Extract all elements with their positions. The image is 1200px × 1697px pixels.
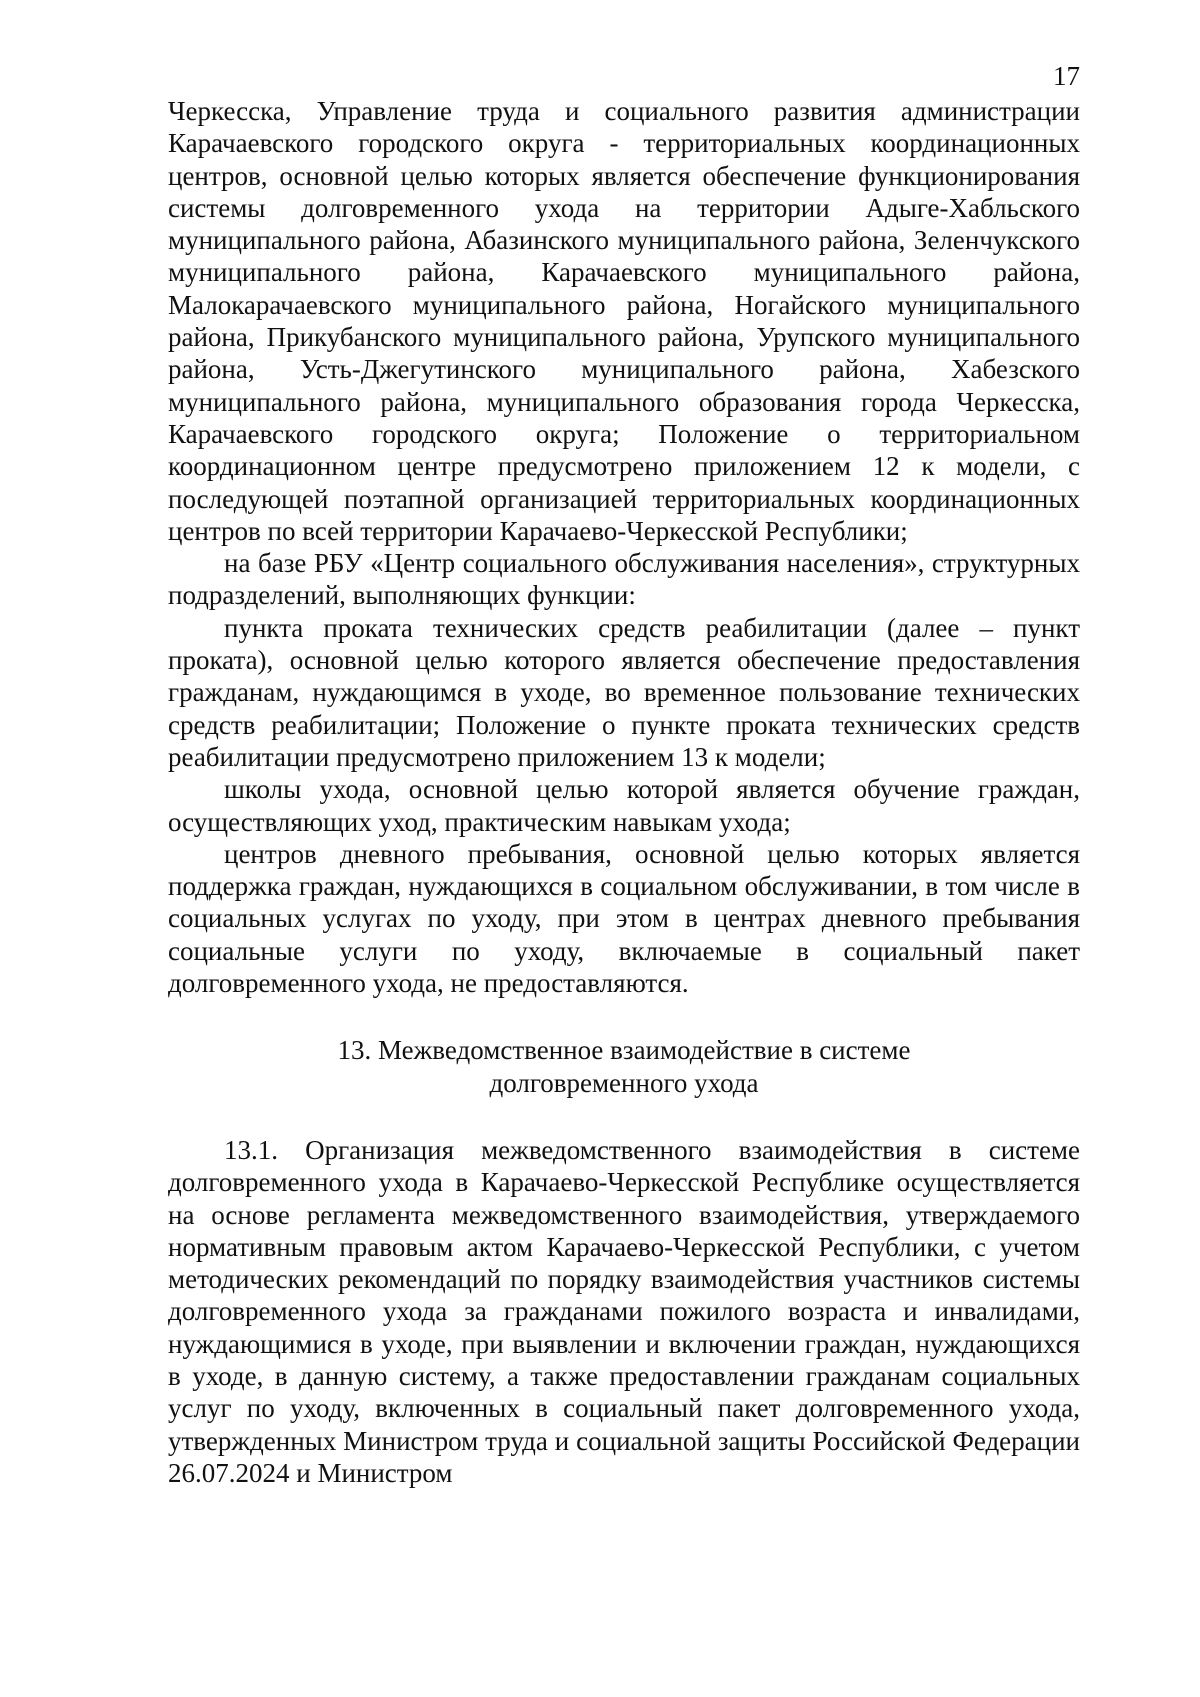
page-number: 17 [1053, 61, 1080, 91]
paragraph: на базе РБУ «Центр социального обслуживания населения», структурных подразделений, выполняющих функции: [168, 548, 1080, 611]
section-heading-line: долговременного ухода [489, 1067, 759, 1098]
paragraph: Черкесска, Управление труда и социального развития администрации Карачаевского городского округа - территориальных координационных центров, основной целью которых является обеспечение функционирования системы долговременного ухода на территории Адыге-Хабльского муниципального района, Абазинского муниципального района, Зеленчукского муниципального района, Карачаевского муниципального района, Малокарачаевского муниципального района, Ногайского муниципального района, Прикубанского муниципального района, Урупского муниципального района, Усть-Джегутинского муниципального района, Хабезского муниципального района, муниципального образования города Черкесска, Карачаевского городского округа; Положение о территориальном координационном центре предусмотрено приложением 12 к модели, с последующей поэтапной организацией территориальных координационных центров по всей территории Карачаево-Черкесской Республики; [168, 96, 1080, 546]
section-heading [168, 1034, 1080, 1099]
document-body [168, 95, 1080, 1489]
paragraph: центров дневного пребывания, основной целью которых является поддержка граждан, нуждающихся в социальном обслуживании, в том числе в социальных услугах по уходу, при этом в центрах дневного пребывания социальные услуги по уходу, включаемые в социальный пакет долговременного ухода, не предоставляются. [168, 838, 1080, 999]
paragraph: 13.1. Организация межведомственного взаимодействия в системе долговременного ухода в Карачаево-Черкесской Республике осуществляется на основе регламента межведомственного взаимодействия, утверждаемого нормативным правовым актом Карачаево-Черкесской Республики, с учетом методических рекомендаций по порядку взаимодействия участников системы долговременного ухода за гражданами пожилого возраста и инвалидами, нуждающимися в уходе, при выявлении и включении граждан, нуждающихся в уходе, в данную систему, а также предоставлении гражданам социальных услуг по уходу, включенных в социальный пакет долговременного ухода, утвержденных Министром труда и социальной защиты Российской Федерации 26.07.2024 и Министром [168, 1134, 1080, 1488]
paragraph: пункта проката технических средств реабилитации (далее – пункт проката), основной целью которого является обеспечение предоставления гражданам, нуждающимся в уходе, во временное пользование технических средств реабилитации; Положение о пункте проката технических средств реабилитации предусмотрено приложением 13 к модели; [168, 612, 1080, 772]
section-heading-line: 13. Межведомственное взаимодействие в системе [337, 1035, 911, 1066]
paragraph: школы ухода, основной целью которой является обучение граждан, осуществляющих уход, практическим навыкам ухода; [168, 774, 1080, 837]
